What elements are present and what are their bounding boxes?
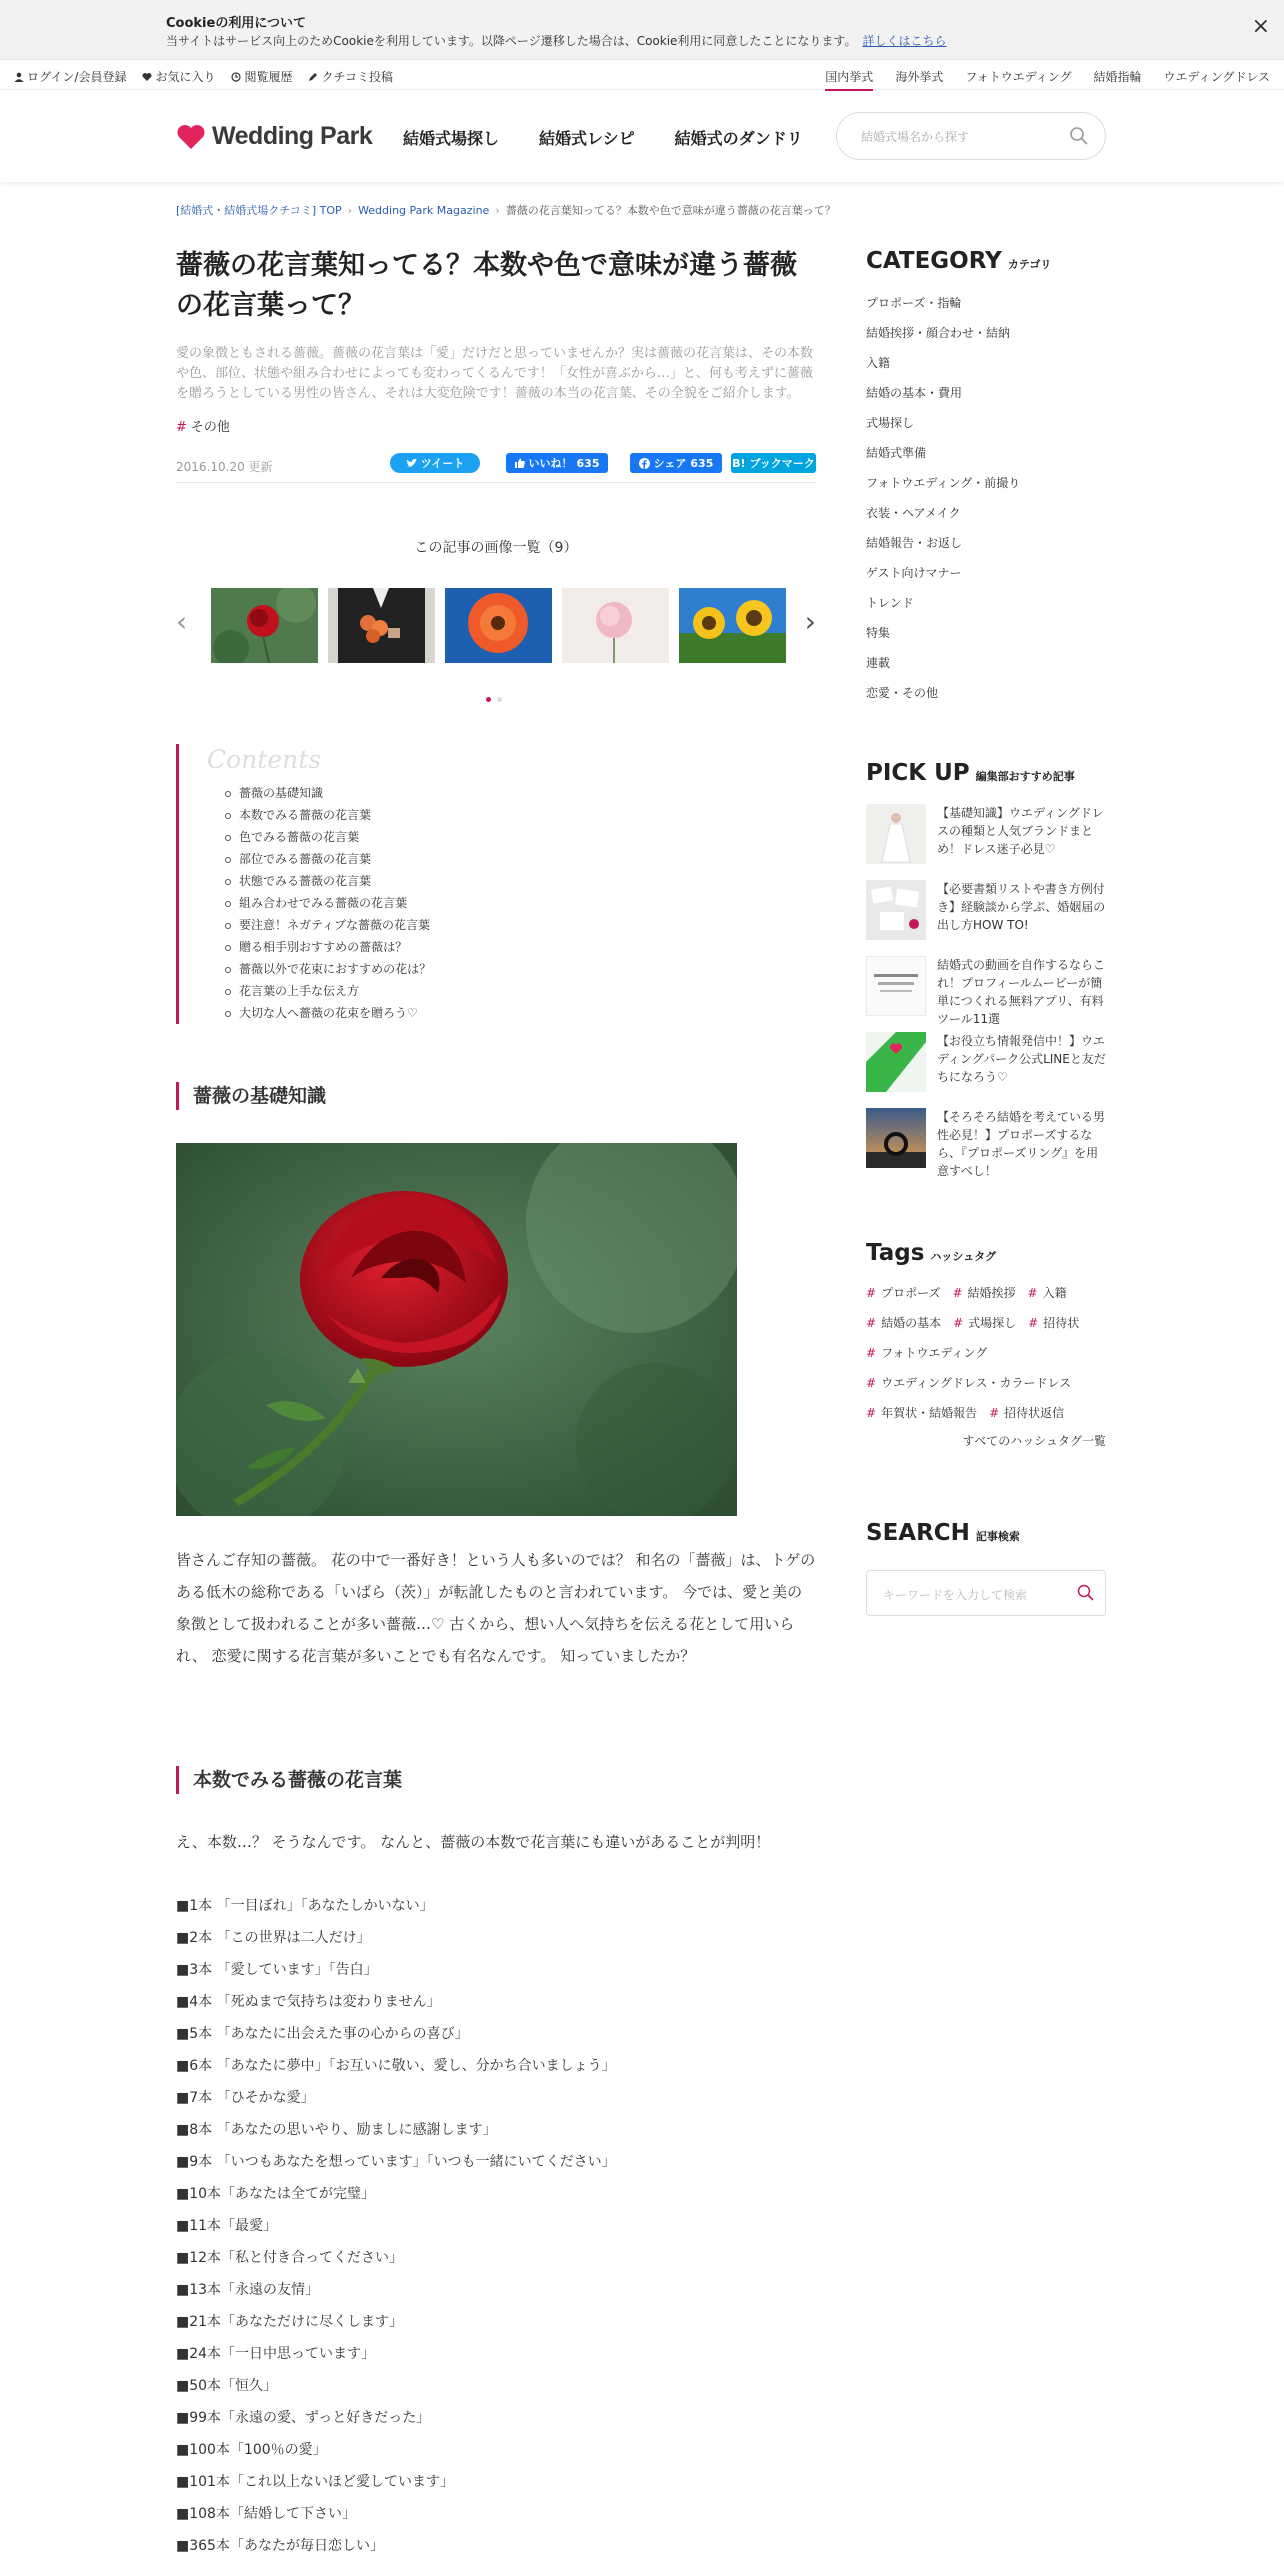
- article-meta: [176, 453, 816, 483]
- pickup-text: 結婚式の動画を自作するならこれ！プロフィールムービーが簡単につくれる無料アプリ、有料ツール11選: [937, 958, 1106, 1026]
- breadcrumb: [176, 202, 836, 218]
- section-heading-basics: 薔薇の基礎知識: [176, 1082, 816, 1110]
- hash-icon: #: [1028, 1316, 1039, 1330]
- bookmark-label: ブックマーク: [749, 457, 815, 470]
- hash-icon: #: [953, 1316, 964, 1330]
- list-item: ■11本「最愛」: [176, 2218, 278, 2234]
- bookmark-button[interactable]: [731, 453, 816, 473]
- search-icon[interactable]: [1077, 1584, 1095, 1602]
- sidebar-search: [866, 1520, 1106, 1616]
- list-item: ■99本「永遠の愛、ずっと好きだった」: [176, 2410, 431, 2426]
- list-item: ■13本「永遠の友情」: [176, 2282, 320, 2298]
- cookie-title: Cookieの利用について: [166, 16, 307, 31]
- pickup-list: [866, 804, 1106, 1184]
- like-button[interactable]: [506, 453, 608, 473]
- tag-row: [866, 1278, 1106, 1308]
- article-title: 薔薇の花言葉知ってる？本数や色で意味が違う薔薇の花言葉って？: [176, 250, 797, 321]
- red-rose-photo: [176, 1143, 737, 1516]
- pickup-text: 【基礎知識】ウエディングドレスの種類と人気ブランドまとめ！ドレス迷子必見♡: [937, 806, 1104, 856]
- hashtag-label: ウエディングドレス・カラードレス: [881, 1376, 1072, 1390]
- hashtag-link[interactable]: [1028, 1278, 1067, 1308]
- tag-cloud: [866, 1278, 1106, 1428]
- nav-venue-search[interactable]: 結婚式場探し: [403, 129, 500, 148]
- list-item: ■2本 「この世界は二人だけ」: [176, 1930, 371, 1946]
- list-item: ■5本 「あなたに出会えた事の心からの喜び」: [176, 2026, 469, 2042]
- review-post-link[interactable]: [308, 68, 393, 85]
- hashtag-link[interactable]: [953, 1308, 1016, 1338]
- hash-icon: #: [866, 1406, 877, 1420]
- utility-links: [14, 68, 393, 85]
- service-domestic[interactable]: 国内挙式: [825, 68, 873, 91]
- chevron-right-icon: ›: [347, 204, 353, 217]
- logo[interactable]: [176, 122, 372, 151]
- site-header: [0, 92, 1284, 182]
- pickup-title: PICK UP: [866, 760, 970, 786]
- hash-icon: #: [866, 1376, 877, 1390]
- tweet-button[interactable]: [390, 453, 480, 473]
- chevron-right-icon: ›: [495, 204, 500, 217]
- hash-icon: #: [952, 1286, 963, 1300]
- hashtag-link[interactable]: [1028, 1308, 1079, 1338]
- table-of-contents: [176, 744, 816, 1024]
- hashtag-label: 結婚の基本: [881, 1316, 942, 1330]
- service-rings[interactable]: 結婚指輪: [1093, 70, 1142, 84]
- category-item[interactable]: 結婚の基本・費用: [866, 386, 963, 400]
- breadcrumb-magazine[interactable]: Wedding Park Magazine: [358, 204, 490, 217]
- list-item: ■10本「あなたは全てが完璧」: [176, 2186, 376, 2202]
- all-hashtags-link[interactable]: すべてのハッシュタグ一覧: [962, 1434, 1106, 1448]
- hashtag-link[interactable]: [866, 1338, 987, 1368]
- share-count: 635: [690, 456, 714, 470]
- category-item[interactable]: ゲスト向けマナー: [866, 566, 962, 580]
- close-icon[interactable]: ×: [1251, 14, 1270, 39]
- service-links: [825, 68, 1270, 91]
- toc-item[interactable]: 状態でみる薔薇の花言葉: [225, 870, 816, 892]
- user-icon: [14, 72, 24, 82]
- list-item: ■365本「あなたが毎日恋しい」: [176, 2538, 384, 2554]
- share-label: シェア: [653, 457, 687, 470]
- toc-item[interactable]: 色でみる薔薇の花言葉: [225, 826, 816, 848]
- search-title: SEARCH: [866, 1520, 970, 1546]
- gallery-thumb-red-rose[interactable]: [211, 588, 318, 663]
- category-item[interactable]: フォトウエディング・前撮り: [866, 476, 1021, 490]
- sidebar-tags: [866, 1240, 1106, 1449]
- chevron-left-icon[interactable]: ‹: [176, 605, 188, 638]
- heart-logo-icon: [176, 124, 206, 150]
- hashtag-label: 結婚挨拶: [967, 1286, 1016, 1300]
- twitter-bird-icon: [406, 459, 417, 468]
- hash-icon: #: [866, 1316, 877, 1330]
- category-subtitle: カテゴリ: [1007, 258, 1052, 271]
- pickup-item[interactable]: [866, 880, 1106, 956]
- gallery-thumb-gerbera[interactable]: [445, 588, 552, 663]
- gallery-thumb-sunflowers[interactable]: [679, 588, 786, 663]
- venue-search-input[interactable]: [836, 112, 1106, 160]
- pickup-heading: [866, 760, 1106, 786]
- hashtag-link[interactable]: [866, 1278, 940, 1308]
- hashtag-label: 式場探し: [968, 1316, 1017, 1330]
- list-item: ■7本 「ひそかな愛」: [176, 2090, 315, 2106]
- tag-row: [866, 1398, 1106, 1428]
- pickup-thumb-movie-app: [866, 956, 926, 1016]
- pickup-text: 【そろそろ結婚を考えている男性必見！】プロポーズするなら、『プロポーズリング』を用意すべし！: [937, 1110, 1106, 1178]
- hashtag-link[interactable]: [989, 1398, 1064, 1428]
- hash-icon: #: [866, 1346, 877, 1360]
- pickup-thumb-documents: [866, 880, 926, 940]
- category-item[interactable]: 結婚報告・お返し: [866, 536, 963, 550]
- hashtag-label: フォトウエディング: [881, 1346, 988, 1360]
- pickup-item[interactable]: [866, 1108, 1106, 1184]
- hashtag-link[interactable]: [866, 1398, 977, 1428]
- toc-title: Contents: [207, 745, 322, 774]
- article-lead: 愛の象徴ともされる薔薇。薔薇の花言葉は「愛」だけだと思っていませんか？実は薔薇の花言葉は、その本数や色、部位、状態や組み合わせによっても変わってくるんです！「女性が喜ぶから…」と、何も考えずに薔薇を贈ろうとしている男性の皆さん、それは大変危険です！薔薇の本当の花言葉、その全貌をご紹介します。: [176, 346, 814, 401]
- pagination-dot[interactable]: [497, 697, 502, 702]
- category-item[interactable]: 衣装・ヘアメイク: [866, 506, 961, 520]
- cookie-text: [166, 32, 946, 49]
- pickup-thumb-ring: [866, 1108, 926, 1168]
- article-date: 2016.10.20 更新: [176, 460, 273, 474]
- facebook-icon: [639, 458, 650, 469]
- list-item: ■1本 「一目ぼれ」「あなたしかいない」: [176, 1898, 434, 1914]
- section-heading-count: 本数でみる薔薇の花言葉: [176, 1766, 816, 1794]
- cookie-details-link[interactable]: 詳しくはこちら: [862, 34, 947, 48]
- nav-recipe[interactable]: 結婚式レシピ: [539, 129, 635, 148]
- hatena-icon: B!: [732, 456, 746, 470]
- hashtag-link[interactable]: [952, 1278, 1015, 1308]
- image-gallery: [176, 586, 816, 666]
- hash-icon: #: [176, 420, 187, 435]
- toc-item[interactable]: 薔薇の基礎知識: [225, 782, 816, 804]
- like-count: 635: [576, 456, 600, 470]
- pickup-thumb-dress: [866, 804, 926, 864]
- clock-icon: [231, 72, 241, 82]
- cookie-message: 当サイトはサービス向上のためCookieを利用しています。以降ページ遷移した場合は、Cookie利用に同意したことになります。: [166, 34, 857, 48]
- logo-text: Wedding Park: [212, 122, 373, 150]
- category-title: CATEGORY: [866, 248, 1002, 274]
- pickup-item[interactable]: [866, 804, 1106, 880]
- list-item: ■4本 「死ぬまで気持ちは変わりません」: [176, 1994, 441, 2010]
- article-tag-label: その他: [190, 420, 230, 435]
- pencil-icon: [308, 72, 318, 82]
- list-item: ■101本「これ以上ないほど愛しています」: [176, 2474, 454, 2490]
- like-label: いいね！: [528, 457, 573, 470]
- category-item[interactable]: 特集: [866, 626, 891, 640]
- tags-title: Tags: [866, 1240, 925, 1266]
- tags-heading: [866, 1240, 1106, 1266]
- category-item[interactable]: 式場探し: [866, 416, 915, 430]
- toc-item[interactable]: 要注意！ネガティブな薔薇の花言葉: [225, 914, 816, 936]
- search-icon[interactable]: [1069, 126, 1089, 146]
- pickup-subtitle: 編集部おすすめ記事: [975, 770, 1075, 783]
- category-list: [866, 288, 1106, 708]
- hashtag-label: 入籍: [1042, 1286, 1067, 1300]
- pagination-dot-active[interactable]: [486, 697, 491, 702]
- toc-item[interactable]: 贈る相手別おすすめの薔薇は？: [225, 936, 816, 958]
- hashtag-link[interactable]: [866, 1368, 1071, 1398]
- login-link[interactable]: [14, 68, 126, 85]
- toc-item[interactable]: 薔薇以外で花束におすすめの花は？: [225, 958, 816, 980]
- article-header: [176, 246, 816, 483]
- tags-subtitle: ハッシュタグ: [930, 1250, 997, 1263]
- toc-item[interactable]: 部位でみる薔薇の花言葉: [225, 848, 816, 870]
- breadcrumb-top[interactable]: [結婚式・結婚式場クチコミ] TOP: [176, 204, 342, 217]
- section-count-intro: え、本数…？ そうなんです。 なんと、薔薇の本数で花言葉にも違いがあることが判明！: [176, 1833, 771, 1851]
- list-item: ■24本「一日中思っています」: [176, 2346, 376, 2362]
- service-photo-wedding[interactable]: フォトウエディング: [965, 70, 1072, 84]
- hashtag-label: 招待状: [1043, 1316, 1080, 1330]
- tag-row: [866, 1368, 1106, 1398]
- tweet-label: ツイート: [420, 457, 465, 470]
- list-item: ■21本「あなただけに尽くします」: [176, 2314, 404, 2330]
- hashtag-label: 年賀状・結婚報告: [881, 1406, 978, 1420]
- tag-row: [866, 1338, 1106, 1368]
- service-dress[interactable]: ウエディングドレス: [1163, 70, 1270, 84]
- toc-item[interactable]: 大切な人へ薔薇の花束を贈ろう♡: [225, 1002, 816, 1024]
- history-link[interactable]: [231, 68, 292, 85]
- category-item[interactable]: 結婚挨拶・顔合わせ・結納: [866, 326, 1011, 340]
- history-label: 閲覧履歴: [244, 70, 293, 84]
- sidebar-pickup: [866, 760, 1106, 1184]
- category-item[interactable]: トレンド: [866, 596, 914, 610]
- list-item: ■108本「結婚して下さい」: [176, 2506, 356, 2522]
- category-item[interactable]: 結婚式準備: [866, 446, 927, 460]
- article-search-placeholder: キーワードを入力して検索: [883, 1588, 1028, 1602]
- hashtag-label: 招待状返信: [1004, 1406, 1065, 1420]
- nav-schedule[interactable]: 結婚式のダンドリ: [674, 129, 803, 148]
- list-item: ■100本「100％の愛」: [176, 2442, 327, 2458]
- review-post-label: クチコミ投稿: [321, 70, 394, 84]
- favorites-label: お気に入り: [155, 70, 216, 84]
- list-item: ■3本 「愛しています」「告白」: [176, 1962, 378, 1978]
- search-heading: [866, 1520, 1106, 1546]
- category-item[interactable]: プロポーズ・指輪: [866, 296, 962, 310]
- list-item: ■12本「私と付き合ってください」: [176, 2250, 404, 2266]
- pickup-thumb-line: [866, 1032, 926, 1092]
- gallery-title: この記事の画像一覧（9）: [414, 540, 578, 556]
- category-item[interactable]: 入籍: [866, 356, 891, 370]
- list-item: ■6本 「あなたに夢中」「お互いに敬い、愛し、分かち合いましょう」: [176, 2058, 616, 2074]
- pickup-text: 【必要書類リストや書き方例付き】経験談から学ぶ、婚姻届の出し方HOW TO!: [937, 882, 1106, 932]
- global-nav: [403, 126, 803, 149]
- tag-row: [866, 1308, 1106, 1338]
- gallery-thumb-pink-carnation[interactable]: [562, 588, 669, 663]
- thumbs-up-icon: [515, 458, 525, 468]
- search-subtitle: 記事検索: [975, 1530, 1020, 1543]
- favorites-link[interactable]: [142, 68, 215, 85]
- gallery-thumb-groom-bouquet[interactable]: [328, 588, 435, 663]
- pickup-item[interactable]: [866, 1032, 1106, 1108]
- category-item[interactable]: 連載: [866, 656, 891, 670]
- gallery-pagination: [486, 697, 502, 702]
- chevron-right-icon[interactable]: ›: [804, 605, 816, 638]
- sidebar-category: [866, 248, 1106, 708]
- login-label: ログイン/会員登録: [27, 70, 127, 84]
- hashtag-label: プロポーズ: [881, 1286, 941, 1300]
- toc-item[interactable]: 花言葉の上手な伝え方: [225, 980, 816, 1002]
- list-item: ■9本 「いつもあなたを想っています」「いつも一緒にいてください」: [176, 2154, 616, 2170]
- cookie-banner: [0, 0, 1284, 60]
- toc-item[interactable]: 組み合わせでみる薔薇の花言葉: [225, 892, 816, 914]
- rose-count-list: [176, 1890, 816, 2562]
- pickup-text: 【お役立ち情報発信中！】ウエディングパーク公式LINEと友だちになろう♡: [937, 1034, 1106, 1084]
- toc-item[interactable]: 本数でみる薔薇の花言葉: [225, 804, 816, 826]
- hash-icon: #: [1027, 1286, 1038, 1300]
- category-heading: [866, 248, 1106, 274]
- hashtag-link[interactable]: [866, 1308, 941, 1338]
- heart-icon: [142, 72, 152, 82]
- share-button[interactable]: [630, 453, 722, 473]
- list-item: ■50本「恒久」: [176, 2378, 278, 2394]
- service-overseas[interactable]: 海外挙式: [895, 70, 944, 84]
- hash-icon: #: [989, 1406, 1000, 1420]
- article-tag[interactable]: [176, 416, 816, 435]
- pickup-item[interactable]: [866, 956, 1106, 1032]
- list-item: ■8本 「あなたの思いやり、励ましに感謝します」: [176, 2122, 497, 2138]
- venue-search-placeholder: 結婚式場名から探す: [861, 130, 970, 144]
- hash-icon: #: [866, 1286, 877, 1300]
- section-basics-text: 皆さんご存知の薔薇。 花の中で一番好き！という人も多いのでは？ 和名の「薔薇」は、トゲのある低木の総称である「いばら（茨）」が転訛したものと言われています。 今では、愛と美の象徴として扱われることが多い薔薇…♡ 古くから、想い人へ気持ちを伝える花として用いられ、 恋愛に関する花言葉が多いことでも有名なんです。 知っていましたか？: [176, 1551, 816, 1665]
- breadcrumb-current: 薔薇の花言葉知ってる？本数や色で意味が違う薔薇の花言葉って？: [505, 204, 836, 217]
- toc-list: [225, 782, 816, 1024]
- article-search-input[interactable]: [866, 1570, 1106, 1616]
- category-item[interactable]: 恋愛・その他: [866, 686, 939, 700]
- utility-bar: [0, 62, 1284, 90]
